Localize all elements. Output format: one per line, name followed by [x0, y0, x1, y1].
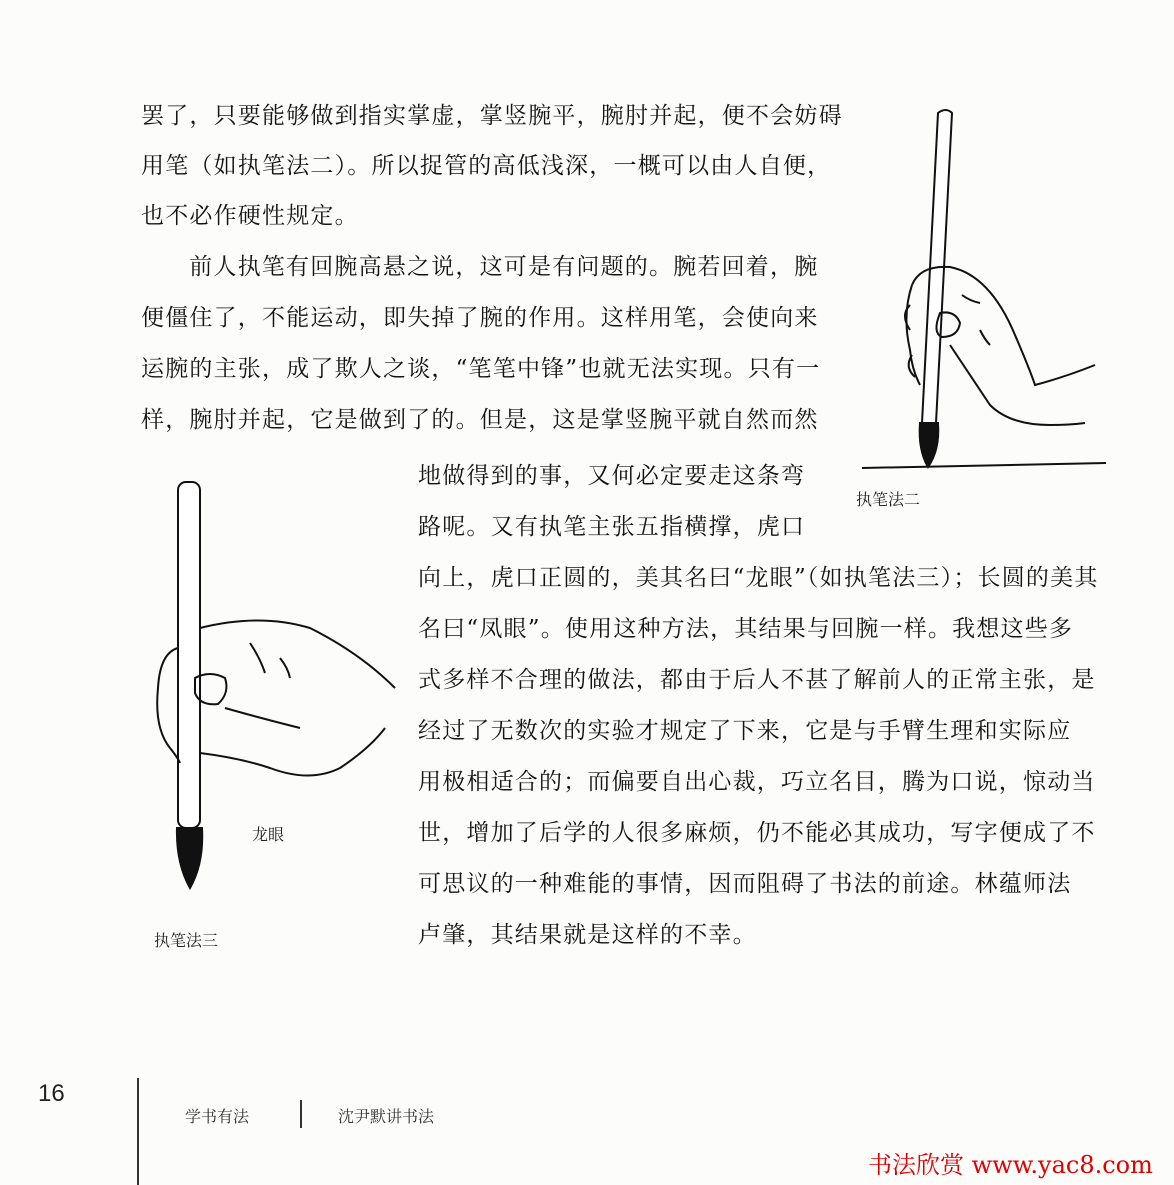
- figure-label-longyan: 龙眼: [252, 825, 285, 844]
- footer-vertical-rule: [137, 1078, 139, 1185]
- hand-holding-brush-illustration: [840, 105, 1110, 485]
- body-line: 便僵住了，不能运动，即失掉了腕的作用。这样用笔，会使向来: [141, 305, 819, 331]
- body-line: 卢肇，其结果就是这样的不幸。: [418, 922, 757, 948]
- page-number: 16: [38, 1080, 65, 1107]
- body-line: 名曰“凤眼”。使用这种方法，其结果与回腕一样。我想这些多: [418, 616, 1074, 642]
- body-line: 向上，虎口正圆的，美其名曰“龙眼”（如执笔法三）；长圆的美其: [418, 565, 1099, 591]
- body-line: 地做得到的事，又何必定要走这条弯: [418, 463, 806, 489]
- footer-separator: [300, 1100, 302, 1128]
- body-line: 罢了，只要能够做到指实掌虚，掌竖腕平，腕肘并起，便不会妨碍: [141, 103, 843, 129]
- figure-caption-3: 执笔法三: [154, 931, 219, 950]
- body-line: 运腕的主张，成了欺人之谈，“笔笔中锋”也就无法实现。只有一: [141, 356, 821, 382]
- figure-caption-2: 执笔法二: [856, 490, 921, 509]
- body-line: 前人执笔有回腕高悬之说，这可是有问题的。腕若回着，腕: [165, 254, 819, 280]
- body-line: 样，腕肘并起，它是做到了的。但是，这是掌竖腕平就自然而然: [141, 407, 819, 433]
- body-line: 也不必作硬性规定。: [141, 203, 359, 229]
- watermark: 书法欣赏 www.yac8.com: [868, 1151, 1153, 1179]
- book-title: 沈尹默讲书法: [338, 1107, 435, 1126]
- series-title: 学书有法: [185, 1107, 250, 1126]
- body-line: 世，增加了后学的人很多麻烦，仍不能必其成功，写字便成了不: [418, 820, 1096, 846]
- body-line: 路呢。又有执笔主张五指横撑，虎口: [418, 514, 806, 540]
- body-line: 用笔（如执笔法二）。所以捉管的高低浅深，一概可以由人自便，: [141, 153, 832, 179]
- body-line: 可思议的一种难能的事情，因而阻碍了书法的前途。林蕴师法: [418, 871, 1072, 897]
- figure-brush-grip-2: [840, 105, 1110, 485]
- body-line: 用极相适合的；而偏要自出心裁，巧立名目，腾为口说，惊动当: [418, 769, 1096, 795]
- body-line: 经过了无数次的实验才规定了下来，它是与手臂生理和实际应: [418, 718, 1072, 744]
- body-line: 式多样不合理的做法，都由于后人不甚了解前人的正常主张，是: [418, 667, 1096, 693]
